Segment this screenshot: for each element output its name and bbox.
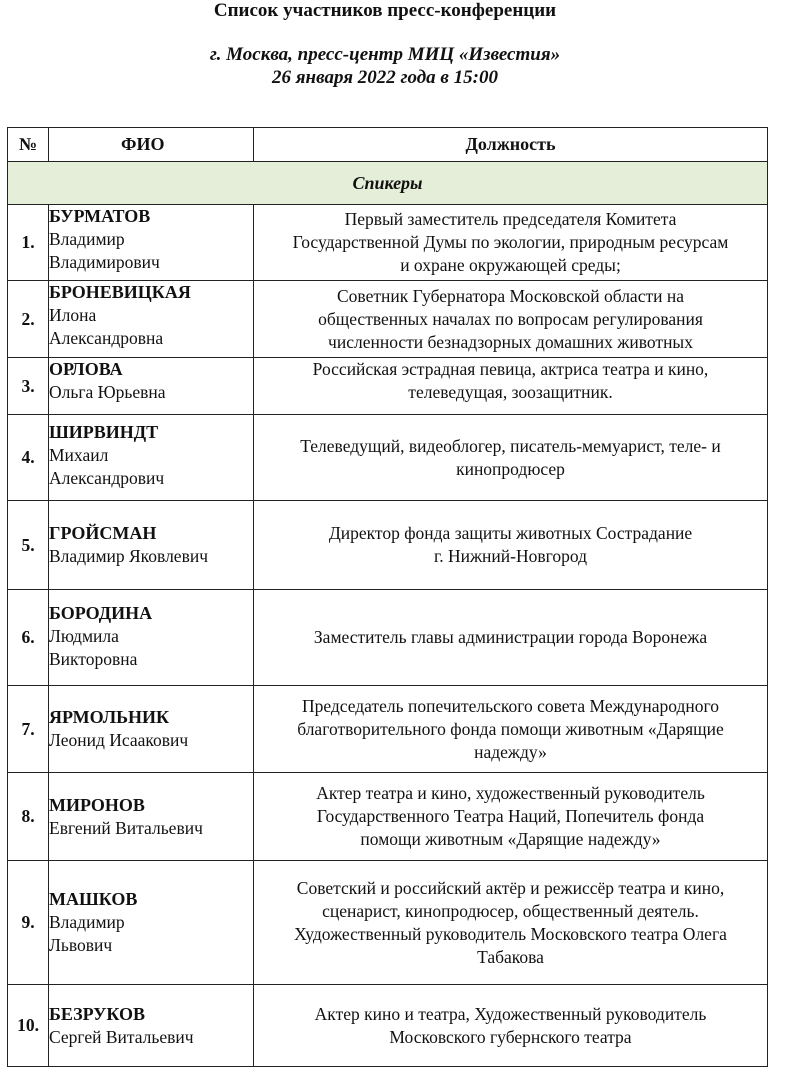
position-line: Первый заместитель председателя Комитета [344, 209, 677, 229]
participant-name [49, 773, 254, 861]
participant-given-name: Ольга Юрьевна [49, 382, 166, 402]
row-number: 10. [8, 985, 49, 1067]
participant-given-name: Михаил [49, 445, 109, 465]
event-datetime: 26 января 2022 года в 15:00 [272, 67, 498, 88]
table-row [8, 281, 768, 358]
participant-given-name: Сергей Витальевич [49, 1026, 194, 1047]
participant-surname: БУРМАТОВ [49, 206, 151, 226]
position-line: г. Нижний-Новгород [433, 546, 587, 566]
participant-surname: БОРОДИНА [49, 603, 153, 623]
participant-surname: БЕЗРУКОВ [49, 1003, 145, 1024]
section-row [8, 162, 768, 205]
participant-position [254, 358, 768, 415]
participant-given-name: Леонид Исаакович [49, 730, 189, 750]
position-line: Московского губернского театра [389, 1026, 632, 1047]
position-line: телеведущая, зоозащитник. [408, 382, 613, 402]
position-line: Государственного Театра Наций, Попечитель фонда [316, 806, 705, 826]
participant-patronymic: Викторовна [49, 649, 138, 669]
position-line: Советник Губернатора Московской области на [337, 285, 684, 306]
header-position: Должность [254, 128, 768, 162]
row-number: 8. [8, 773, 49, 861]
participant-position [254, 686, 768, 773]
participant-patronymic: Александрович [49, 468, 165, 488]
participant-given-name: Владимир Яковлевич [49, 546, 209, 566]
participant-position [254, 205, 768, 281]
table-row [8, 773, 768, 861]
event-location: г. Москва, пресс-центр МИЦ «Известия» [209, 44, 561, 65]
position-line: Актер кино и театра, Художественный руководитель [314, 1003, 707, 1024]
participant-position [254, 501, 768, 590]
participant-name [49, 590, 254, 686]
participants-table [7, 127, 768, 1067]
row-number: 5. [8, 501, 49, 590]
participant-patronymic: Львович [49, 935, 113, 955]
position-line: Государственной Думы по экологии, природным ресурсам [292, 232, 729, 252]
participant-name [49, 281, 254, 358]
position-line: надежду» [474, 741, 547, 762]
participant-position [254, 590, 768, 686]
participant-surname: МИРОНОВ [49, 794, 145, 815]
participant-patronymic: Александровна [49, 328, 164, 348]
row-number: 3. [8, 358, 49, 415]
participant-name [49, 501, 254, 590]
participant-name [49, 205, 254, 281]
participant-position [254, 415, 768, 501]
participant-given-name: Илона [49, 305, 97, 325]
table-row [8, 686, 768, 773]
participant-surname: ГРОЙСМАН [49, 523, 157, 543]
section-title: Спикеры [8, 162, 768, 205]
document-title: Список участников пресс-конференции [213, 0, 557, 21]
table-row [8, 501, 768, 590]
participant-surname: ЯРМОЛЬНИК [49, 707, 170, 727]
participant-name [49, 358, 254, 415]
position-line: общественных началах по вопросам регулирования [318, 308, 703, 329]
participant-given-name: Евгений Витальевич [49, 817, 203, 838]
participant-surname: БРОНЕВИЦКАЯ [49, 282, 191, 302]
row-number: 6. [8, 590, 49, 686]
participant-patronymic: Владимирович [49, 252, 160, 272]
participant-surname: МАШКОВ [49, 889, 138, 909]
participant-given-name: Людмила [49, 626, 119, 646]
header-name: ФИО [49, 128, 254, 162]
participant-surname: ОРЛОВА [49, 359, 123, 379]
row-number: 1. [8, 205, 49, 281]
table-row [8, 358, 768, 415]
participant-surname: ШИРВИНДТ [49, 422, 159, 442]
document-subtitle [0, 44, 770, 90]
participant-position [254, 861, 768, 985]
participant-given-name: Владимир [49, 229, 125, 249]
position-line: Художественный руководитель Московского театра Олега [294, 923, 727, 944]
position-line: Заместитель главы администрации города Воронежа [313, 627, 708, 647]
position-line: и охране окружающей среды; [400, 255, 621, 275]
position-line: помощи животным «Дарящие надежду» [360, 829, 661, 849]
participant-name [49, 686, 254, 773]
position-line: сценарист, кинопродюсер, общественный деятель. [322, 900, 699, 921]
position-line: численности безнадзорных домашних животных [328, 331, 693, 352]
table-row [8, 415, 768, 501]
participant-position [254, 281, 768, 358]
participant-name [49, 415, 254, 501]
position-line: Директор фонда защиты животных Сострадание [328, 523, 693, 543]
table-row [8, 985, 768, 1067]
row-number: 4. [8, 415, 49, 501]
table-row [8, 590, 768, 686]
table-header [8, 128, 768, 162]
position-line: Телеведущий, видеоблогер, писатель-мемуарист, теле- и [300, 435, 721, 456]
participant-position [254, 773, 768, 861]
participant-given-name: Владимир [49, 912, 125, 932]
position-line: Табакова [477, 946, 544, 967]
participant-position [254, 985, 768, 1067]
table-row [8, 205, 768, 281]
row-number: 7. [8, 686, 49, 773]
position-line: Советский и российский актёр и режиссёр театра и кино, [296, 877, 725, 898]
position-line: кинопродюсер [456, 458, 565, 479]
position-line: Актер театра и кино, художественный руководитель [316, 783, 705, 803]
participant-name [49, 985, 254, 1067]
participant-name [49, 861, 254, 985]
table-row [8, 861, 768, 985]
position-line: благотворительного фонда помощи животным «Дарящие [297, 718, 724, 739]
row-number: 9. [8, 861, 49, 985]
position-line: Российская эстрадная певица, актриса театра и кино, [312, 359, 709, 379]
row-number: 2. [8, 281, 49, 358]
header-number: № [8, 128, 49, 162]
position-line: Председатель попечительского совета Международного [301, 695, 720, 716]
